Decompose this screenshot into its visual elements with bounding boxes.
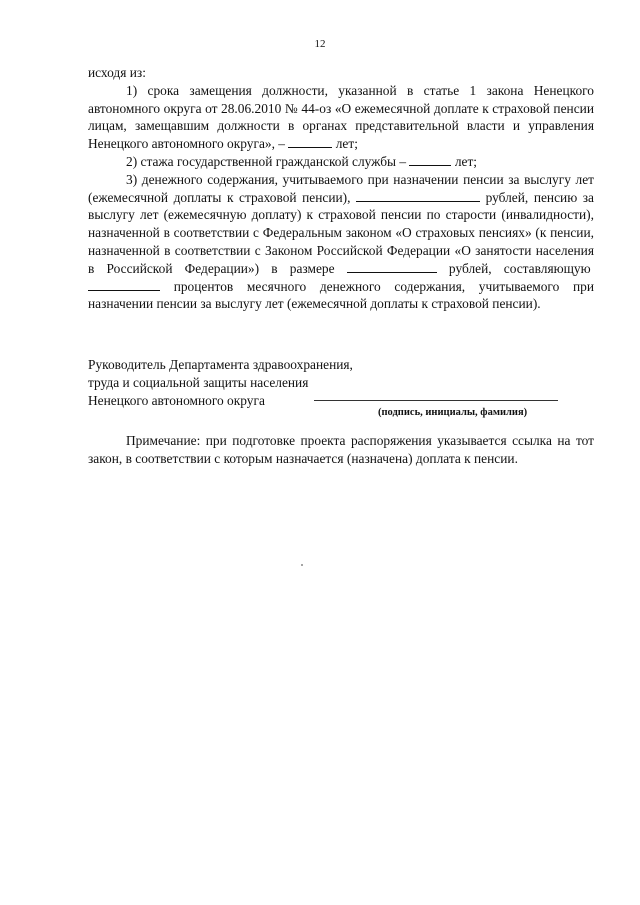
years-position-blank <box>288 136 332 148</box>
salary-amount-blank <box>356 190 480 202</box>
percent-blank <box>88 279 160 291</box>
note-section <box>88 432 594 468</box>
signatory-title-line-2: труда и социальной защиты населения <box>88 374 309 390</box>
item-1-tail: лет; <box>335 136 358 152</box>
item-2-text: 2) стажа государственной гражданской службы – <box>126 153 407 169</box>
signature-block <box>88 356 594 418</box>
item-3-part-3: рублей, составляющую <box>448 260 591 276</box>
signatory-title-line-1: Руководитель Департамента здравоохранения, <box>88 357 353 372</box>
document-body <box>88 64 594 313</box>
signature-line <box>314 400 558 401</box>
item-3-paragraph <box>88 171 594 313</box>
note-text: Примечание: при подготовке проекта распоряжения указывается ссылка на тот закон, в соответствии с которым назначается (назначена) доплата к пенсии. <box>88 433 594 466</box>
page-number: 12 <box>314 38 326 50</box>
years-service-blank <box>409 154 451 166</box>
signature-caption: (подпись, инициалы, фамилия) <box>378 407 528 418</box>
item-2-tail: лет; <box>454 153 478 169</box>
item-3-part-1: 3) денежного содержания, учитываемого при назначении пенсии за выслугу лет (ежемесячной доплаты к страховой пенсии), <box>88 171 594 205</box>
item-3-part-2: рублей, пенсию за выслугу лет (ежемесячную доплату) к страховой пенсии по старости (инвалидности), назначенной в соответствии с Федеральным законом «О страховых пенсиях» (к пенсии, назначенной в соответствии с Законом Российской Федерации «О занятости населения в Российской Федерации») в размере <box>88 189 594 276</box>
intro-line: исходя из: <box>88 65 146 80</box>
item-1-paragraph <box>88 82 594 153</box>
item-2-paragraph <box>88 153 594 171</box>
scan-speck <box>301 564 303 566</box>
signatory-title-line-3: Ненецкого автономного округа <box>88 392 265 408</box>
item-3-part-4: процентов месячного денежного содержания, учитываемого при назначении пенсии за выслугу лет (ежемесячной доплаты к страховой пенсии). <box>88 278 594 312</box>
item-1-text: 1) срока замещения должности, указанной в статье 1 закона Ненецкого автономного округа от 28.06.2010 № 44-оз «О ежемесячной доплате к страховой пенсии лицам, замещавшим должности в органах представительной власти и управления Ненецкого автономного округа», – <box>88 82 594 152</box>
pension-amount-blank <box>347 261 437 273</box>
